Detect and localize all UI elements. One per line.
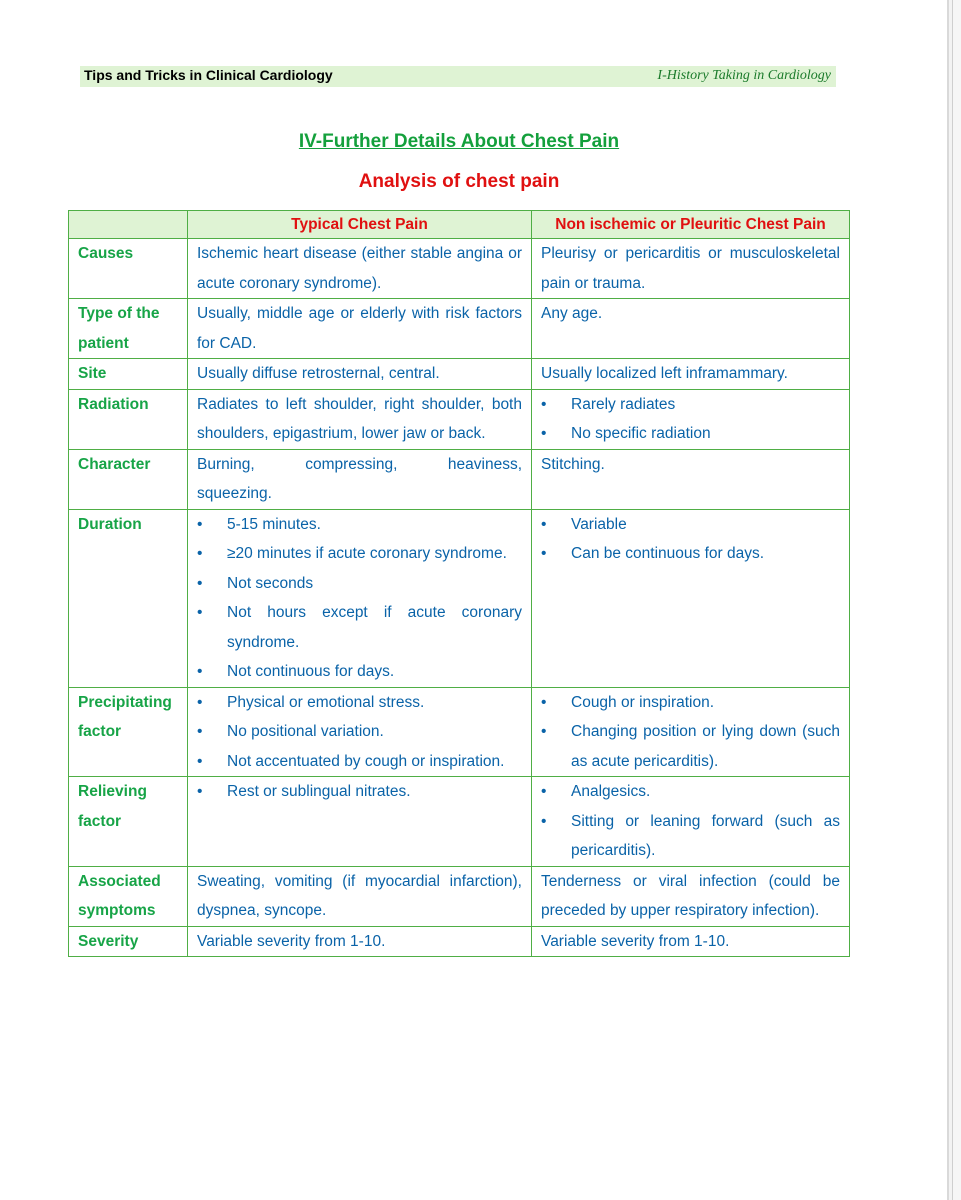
bullet-icon: •: [197, 515, 203, 533]
list-item: • Sitting or leaning forward (such as pericarditis).: [541, 807, 840, 866]
row-label-radiation: Radiation: [69, 389, 188, 449]
row-label-associated: Associated symptoms: [69, 866, 188, 926]
table-row: [69, 299, 850, 359]
cell-associated-typical: Sweating, vomiting (if myocardial infarction), dyspnea, syncope.: [188, 866, 532, 926]
table-row: [69, 239, 850, 299]
table-row: [69, 509, 850, 687]
table-row: [69, 389, 850, 449]
cell-causes-typical: Ischemic heart disease (either stable angina or acute coronary syndrome).: [188, 239, 532, 299]
list-item: • Cough or inspiration.: [541, 688, 840, 718]
running-header: [80, 66, 836, 87]
character-line-2: squeezing.: [197, 485, 272, 502]
bullet-icon: •: [197, 545, 203, 562]
list-item: • Can be continuous for days.: [541, 539, 840, 569]
book-title: Tips and Tricks in Clinical Cardiology: [84, 67, 333, 83]
table-title: Analysis of chest pain: [358, 171, 560, 192]
bullet-icon: •: [541, 723, 547, 740]
list-item: • No specific radiation: [541, 419, 840, 449]
bullet-icon: •: [197, 663, 203, 680]
list-item: • ≥20 minutes if acute coronary syndrome.: [197, 539, 522, 569]
row-label-duration: Duration: [69, 509, 188, 687]
cell-relieving-typical: [188, 777, 532, 867]
bullet-icon: •: [541, 812, 547, 830]
row-label-relieving: Relieving factor: [69, 777, 188, 867]
bullet-icon: •: [541, 783, 547, 800]
bullet-icon: •: [197, 574, 203, 592]
cell-severity-typical: Variable severity from 1-10.: [188, 926, 532, 957]
table-row: [69, 687, 850, 777]
header-cell-typical: Typical Chest Pain: [188, 211, 532, 239]
row-label-site: Site: [69, 359, 188, 390]
table-row: [69, 449, 850, 509]
cell-precipitating-typical: [188, 687, 532, 777]
list-item: • Rarely radiates: [541, 390, 840, 420]
bullet-icon: •: [541, 545, 547, 562]
chapter-title: I-History Taking in Cardiology: [657, 68, 831, 83]
chest-pain-table: [68, 210, 850, 957]
bullet-icon: •: [197, 752, 203, 770]
bullet-icon: •: [541, 693, 547, 711]
header-cell-empty: [69, 211, 188, 239]
cell-radiation-typical: Radiates to left shoulder, right shoulder, both shoulders, epigastrium, lower jaw or back.: [188, 389, 532, 449]
bullet-icon: •: [197, 723, 203, 740]
table-header-row: [69, 211, 850, 239]
cell-type-typical: Usually, middle age or elderly with risk factors for CAD.: [188, 299, 532, 359]
cell-duration-typical: [188, 509, 532, 687]
header-cell-pleuritic: Non ischemic or Pleuritic Chest Pain: [532, 211, 850, 239]
bullet-icon: •: [197, 693, 203, 711]
list-item: • Variable: [541, 510, 840, 540]
bullet-icon: •: [197, 604, 203, 621]
list-item: • Not seconds: [197, 569, 522, 599]
section-title: IV-Further Details About Chest Pain: [298, 131, 620, 152]
list-item: • 5-15 minutes.: [197, 510, 522, 540]
table-row: [69, 926, 850, 957]
cell-precipitating-pleuritic: [532, 687, 850, 777]
cell-duration-pleuritic: [532, 509, 850, 687]
row-label-type: Type of the patient: [69, 299, 188, 359]
bullet-icon: •: [541, 395, 547, 413]
row-label-causes: Causes: [69, 239, 188, 299]
list-item: • Not accentuated by cough or inspiration.: [197, 747, 522, 777]
cell-character-pleuritic: Stitching.: [532, 449, 850, 509]
cell-associated-pleuritic: Tenderness or viral infection (could be preceded by upper respiratory infection).: [532, 866, 850, 926]
list-item: • Not continuous for days.: [197, 657, 522, 687]
table-row: [69, 359, 850, 390]
bullet-icon: •: [197, 783, 203, 800]
cell-site-typical: Usually diffuse retrosternal, central.: [188, 359, 532, 390]
cell-severity-pleuritic: Variable severity from 1-10.: [532, 926, 850, 957]
bullet-icon: •: [541, 425, 547, 442]
cell-site-pleuritic: Usually localized left inframammary.: [532, 359, 850, 390]
cell-type-pleuritic: Any age.: [532, 299, 850, 359]
character-line-1: Burning, compressing, heaviness,: [197, 455, 522, 473]
table-row: [69, 777, 850, 867]
bullet-icon: •: [541, 515, 547, 533]
list-item: • Changing position or lying down (such as acute pericarditis).: [541, 717, 840, 776]
list-item: • Physical or emotional stress.: [197, 688, 522, 718]
row-label-severity: Severity: [69, 926, 188, 957]
row-label-character: Character: [69, 449, 188, 509]
list-item: • Rest or sublingual nitrates.: [197, 777, 522, 807]
page-edge: [947, 0, 961, 1200]
cell-character-typical: [188, 449, 532, 509]
row-label-precipitating: Precipitating factor: [69, 687, 188, 777]
table-row: [69, 866, 850, 926]
list-item: • No positional variation.: [197, 717, 522, 747]
cell-causes-pleuritic: Pleurisy or pericarditis or musculoskeletal pain or trauma.: [532, 239, 850, 299]
list-item: • Not hours except if acute coronary syndrome.: [197, 598, 522, 657]
cell-relieving-pleuritic: [532, 777, 850, 867]
cell-radiation-pleuritic: [532, 389, 850, 449]
list-item: • Analgesics.: [541, 777, 840, 807]
